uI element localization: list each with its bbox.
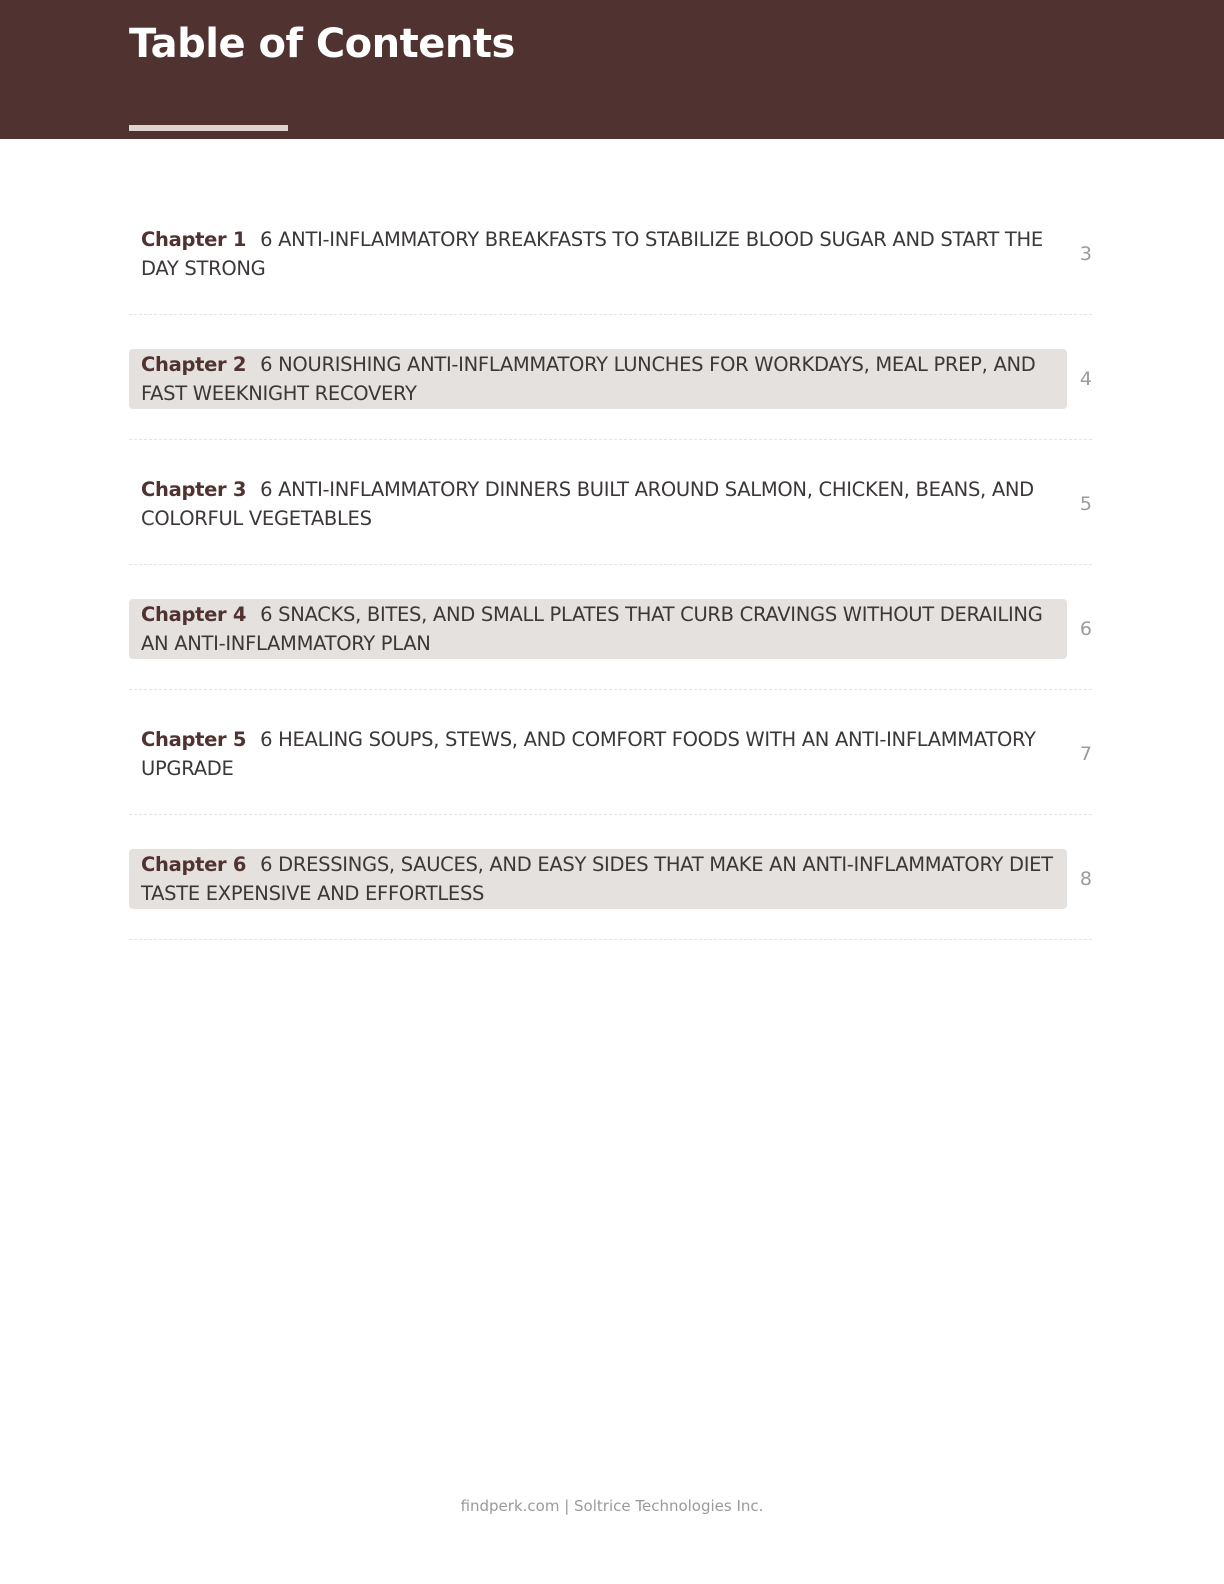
toc-entry-text: [141, 725, 1055, 783]
page-number: 8: [1079, 868, 1092, 890]
toc-entry[interactable]: [129, 190, 1092, 315]
chapter-title: 6 NOURISHING ANTI-INFLAMMATORY LUNCHES FOR WORKDAYS, MEAL PREP, AND FAST WEEKNIGHT RECOVERY: [141, 353, 1036, 405]
toc-entry-text: [141, 350, 1055, 408]
page-title: Table of Contents: [129, 21, 515, 67]
chapter-label: Chapter 5: [141, 728, 247, 751]
toc-entry-box: [129, 224, 1067, 284]
chapter-label: Chapter 3: [141, 478, 247, 501]
chapter-label: Chapter 2: [141, 353, 247, 376]
chapter-label: Chapter 1: [141, 228, 247, 251]
toc-entry-text: [141, 850, 1055, 908]
toc-entry[interactable]: [129, 690, 1092, 815]
toc-entry[interactable]: [129, 440, 1092, 565]
page-number: 5: [1079, 493, 1092, 515]
toc-entry[interactable]: [129, 565, 1092, 690]
title-underline: [129, 125, 288, 131]
page-number: 3: [1079, 243, 1092, 265]
toc-entry-text: [141, 600, 1055, 658]
chapter-title: 6 DRESSINGS, SAUCES, AND EASY SIDES THAT MAKE AN ANTI-INFLAMMATORY DIET TASTE EXPENSIVE AND EFFORTLESS: [141, 853, 1053, 905]
chapter-title: 6 HEALING SOUPS, STEWS, AND COMFORT FOODS WITH AN ANTI-INFLAMMATORY UPGRADE: [141, 728, 1036, 780]
page-number: 4: [1079, 368, 1092, 390]
toc-entry-text: [141, 475, 1055, 533]
page-number: 7: [1079, 743, 1092, 765]
toc-entry-box: [129, 349, 1067, 409]
chapter-title: 6 ANTI-INFLAMMATORY BREAKFASTS TO STABILIZE BLOOD SUGAR AND START THE DAY STRONG: [141, 228, 1043, 280]
toc-entry-box: [129, 724, 1067, 784]
chapter-label: Chapter 4: [141, 603, 247, 626]
dotted-divider: [129, 939, 1092, 940]
chapter-label: Chapter 6: [141, 853, 247, 876]
toc-entry[interactable]: [129, 815, 1092, 940]
page-header: [0, 0, 1224, 139]
toc-list: [129, 190, 1092, 940]
chapter-title: 6 SNACKS, BITES, AND SMALL PLATES THAT CURB CRAVINGS WITHOUT DERAILING AN ANTI-INFLAMMATORY PLAN: [141, 603, 1043, 655]
toc-entry-box: [129, 599, 1067, 659]
chapter-title: 6 ANTI-INFLAMMATORY DINNERS BUILT AROUND SALMON, CHICKEN, BEANS, AND COLORFUL VEGETABLES: [141, 478, 1034, 530]
toc-entry-box: [129, 849, 1067, 909]
toc-entry[interactable]: [129, 315, 1092, 440]
toc-entry-box: [129, 474, 1067, 534]
toc-entry-text: [141, 225, 1055, 283]
page-number: 6: [1079, 618, 1092, 640]
page-footer: findperk.com | Soltrice Technologies Inc.: [460, 1497, 764, 1515]
